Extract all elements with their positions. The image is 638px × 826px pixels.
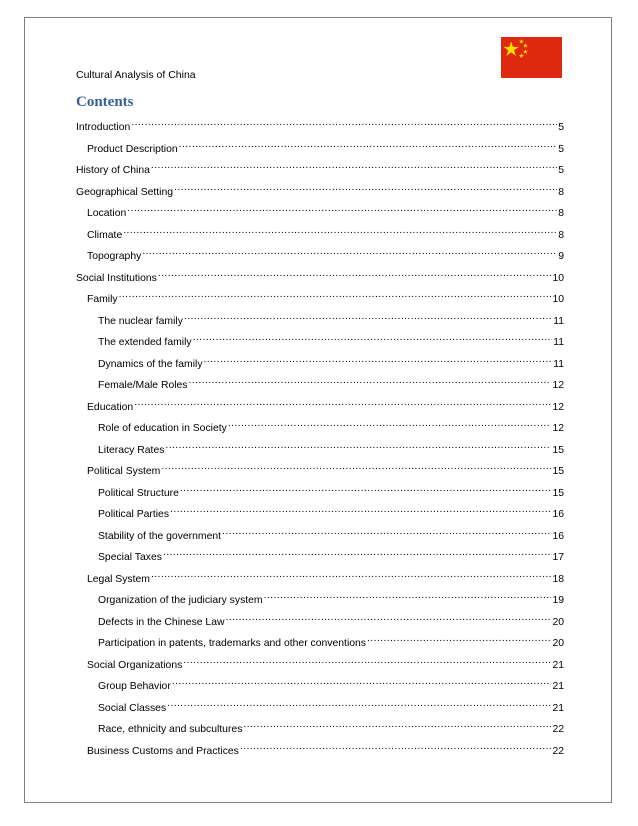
toc-entry[interactable] xyxy=(76,415,564,437)
toc-entry-label: History of China xyxy=(76,165,150,176)
toc-entry-label: Political System xyxy=(87,466,161,477)
toc-dot-leader xyxy=(179,138,558,152)
toc-dot-leader xyxy=(131,116,557,130)
toc-entry-page-number: 9 xyxy=(558,251,564,262)
toc-entry-page-number: 15 xyxy=(552,444,564,456)
toc-dot-leader xyxy=(161,460,551,474)
toc-entry-page-number: 17 xyxy=(552,552,564,563)
toc-entry[interactable] xyxy=(76,179,564,201)
toc-entry-label: Participation in patents, trademarks and other conventions xyxy=(98,638,367,649)
toc-entry-page-number: 11 xyxy=(553,315,564,327)
toc-dot-leader xyxy=(367,632,551,646)
toc-dot-leader xyxy=(127,202,557,216)
toc-entry-label: Female/Male Roles xyxy=(98,380,188,391)
toc-entry-page-number: 20 xyxy=(552,638,564,649)
toc-entry[interactable] xyxy=(76,544,564,566)
toc-entry-page-number: 10 xyxy=(552,294,564,305)
toc-entry-label: Role of education in Society xyxy=(98,423,227,434)
toc-entry-label: Special Taxes xyxy=(98,552,162,563)
toc-entry-page-number: 22 xyxy=(552,724,564,735)
toc-entry-page-number: 15 xyxy=(552,487,564,499)
toc-entry[interactable] xyxy=(76,716,564,738)
toc-entry-page-number: 22 xyxy=(552,745,564,757)
toc-entry[interactable] xyxy=(76,695,564,717)
toc-entry-page-number: 11 xyxy=(553,358,564,370)
toc-entry-page-number: 8 xyxy=(558,229,564,241)
toc-entry-page-number: 11 xyxy=(553,337,564,348)
toc-entry-page-number: 12 xyxy=(552,401,564,413)
toc-dot-leader xyxy=(163,546,552,560)
toc-entry[interactable] xyxy=(76,587,564,609)
toc-entry[interactable] xyxy=(76,523,564,545)
toc-entry[interactable] xyxy=(76,200,564,222)
toc-dot-leader xyxy=(167,697,551,711)
toc-entry-page-number: 8 xyxy=(558,186,564,198)
toc-dot-leader xyxy=(119,288,552,302)
toc-entry-label: Climate xyxy=(87,229,123,241)
toc-dot-leader xyxy=(193,331,553,345)
toc-entry-page-number: 10 xyxy=(552,272,564,284)
toc-dot-leader xyxy=(264,589,552,603)
toc-entry[interactable] xyxy=(76,157,564,179)
toc-dot-leader xyxy=(151,568,551,582)
toc-entry[interactable] xyxy=(76,136,564,158)
document-header-title: Cultural Analysis of China xyxy=(76,69,196,81)
toc-entry-label: Introduction xyxy=(76,122,131,133)
toc-entry[interactable] xyxy=(76,372,564,394)
toc-entry-label: Organization of the judiciary system xyxy=(98,595,263,606)
toc-entry-label: Legal System xyxy=(87,573,150,585)
toc-dot-leader xyxy=(204,353,553,367)
toc-entry-page-number: 15 xyxy=(552,466,564,477)
toc-entry[interactable] xyxy=(76,738,564,760)
toc-entry[interactable] xyxy=(76,609,564,631)
toc-entry-page-number: 16 xyxy=(552,509,564,520)
toc-entry-label: Education xyxy=(87,401,134,413)
toc-entry[interactable] xyxy=(76,501,564,523)
toc-entry-label: The extended family xyxy=(98,337,192,348)
toc-entry-label: Group Behavior xyxy=(98,681,171,692)
toc-dot-leader xyxy=(183,654,551,668)
toc-dot-leader xyxy=(243,718,551,732)
toc-dot-leader xyxy=(226,611,552,625)
toc-entry-page-number: 16 xyxy=(552,530,564,542)
toc-entry-label: Family xyxy=(87,294,118,305)
toc-entry-page-number: 21 xyxy=(552,702,564,714)
contents-heading: Contents xyxy=(76,94,134,110)
china-flag-icon xyxy=(501,37,562,78)
toc-entry-label: Social Classes xyxy=(98,702,167,714)
toc-entry-page-number: 5 xyxy=(558,122,564,133)
toc-entry-label: Social Institutions xyxy=(76,272,157,284)
toc-entry-label: Social Organizations xyxy=(87,659,183,671)
toc-entry[interactable] xyxy=(76,652,564,674)
toc-entry[interactable] xyxy=(76,329,564,351)
toc-dot-leader xyxy=(170,503,551,517)
toc-dot-leader xyxy=(165,439,551,453)
toc-entry-label: Business Customs and Practices xyxy=(87,745,239,757)
toc-entry-page-number: 21 xyxy=(552,681,564,692)
toc-entry[interactable] xyxy=(76,351,564,373)
table-of-contents xyxy=(76,114,564,759)
toc-entry[interactable] xyxy=(76,630,564,652)
toc-dot-leader xyxy=(142,245,557,259)
toc-dot-leader xyxy=(123,224,557,238)
toc-entry-label: The nuclear family xyxy=(98,315,183,327)
toc-entry[interactable] xyxy=(76,286,564,308)
toc-dot-leader xyxy=(151,159,557,173)
toc-entry[interactable] xyxy=(76,308,564,330)
toc-entry-label: Geographical Setting xyxy=(76,186,174,198)
toc-dot-leader xyxy=(184,310,552,324)
toc-entry-page-number: 18 xyxy=(552,573,564,585)
toc-entry-page-number: 8 xyxy=(558,208,564,219)
toc-entry[interactable] xyxy=(76,222,564,244)
toc-dot-leader xyxy=(222,525,551,539)
toc-entry-label: Defects in the Chinese Law xyxy=(98,616,225,628)
toc-dot-leader xyxy=(240,740,552,754)
toc-entry-page-number: 5 xyxy=(558,143,564,155)
toc-entry-label: Stability of the government xyxy=(98,530,222,542)
toc-entry[interactable] xyxy=(76,480,564,502)
toc-entry[interactable] xyxy=(76,458,564,480)
toc-entry[interactable] xyxy=(76,114,564,136)
toc-entry[interactable] xyxy=(76,673,564,695)
toc-dot-leader xyxy=(180,482,552,496)
toc-entry-page-number: 5 xyxy=(558,165,564,176)
toc-entry-label: Dynamics of the family xyxy=(98,358,203,370)
toc-entry-label: Literacy Rates xyxy=(98,444,165,456)
toc-entry-page-number: 12 xyxy=(552,380,564,391)
toc-entry[interactable] xyxy=(76,243,564,265)
toc-entry-label: Race, ethnicity and subcultures xyxy=(98,724,243,735)
toc-dot-leader xyxy=(189,374,552,388)
toc-dot-leader xyxy=(172,675,552,689)
toc-entry-page-number: 21 xyxy=(552,659,564,671)
toc-entry[interactable] xyxy=(76,437,564,459)
toc-entry[interactable] xyxy=(76,265,564,287)
toc-dot-leader xyxy=(174,181,557,195)
toc-entry-label: Political Parties xyxy=(98,509,170,520)
toc-dot-leader xyxy=(228,417,552,431)
toc-entry-label: Topography xyxy=(87,251,142,262)
toc-entry-label: Product Description xyxy=(87,143,178,155)
toc-entry-label: Political Structure xyxy=(98,487,179,499)
toc-entry[interactable] xyxy=(76,566,564,588)
toc-entry-label: Location xyxy=(87,208,127,219)
toc-entry[interactable] xyxy=(76,394,564,416)
toc-entry-page-number: 12 xyxy=(552,423,564,434)
toc-dot-leader xyxy=(134,396,551,410)
toc-entry-page-number: 20 xyxy=(552,616,564,628)
toc-entry-page-number: 19 xyxy=(552,595,564,606)
toc-dot-leader xyxy=(158,267,552,281)
